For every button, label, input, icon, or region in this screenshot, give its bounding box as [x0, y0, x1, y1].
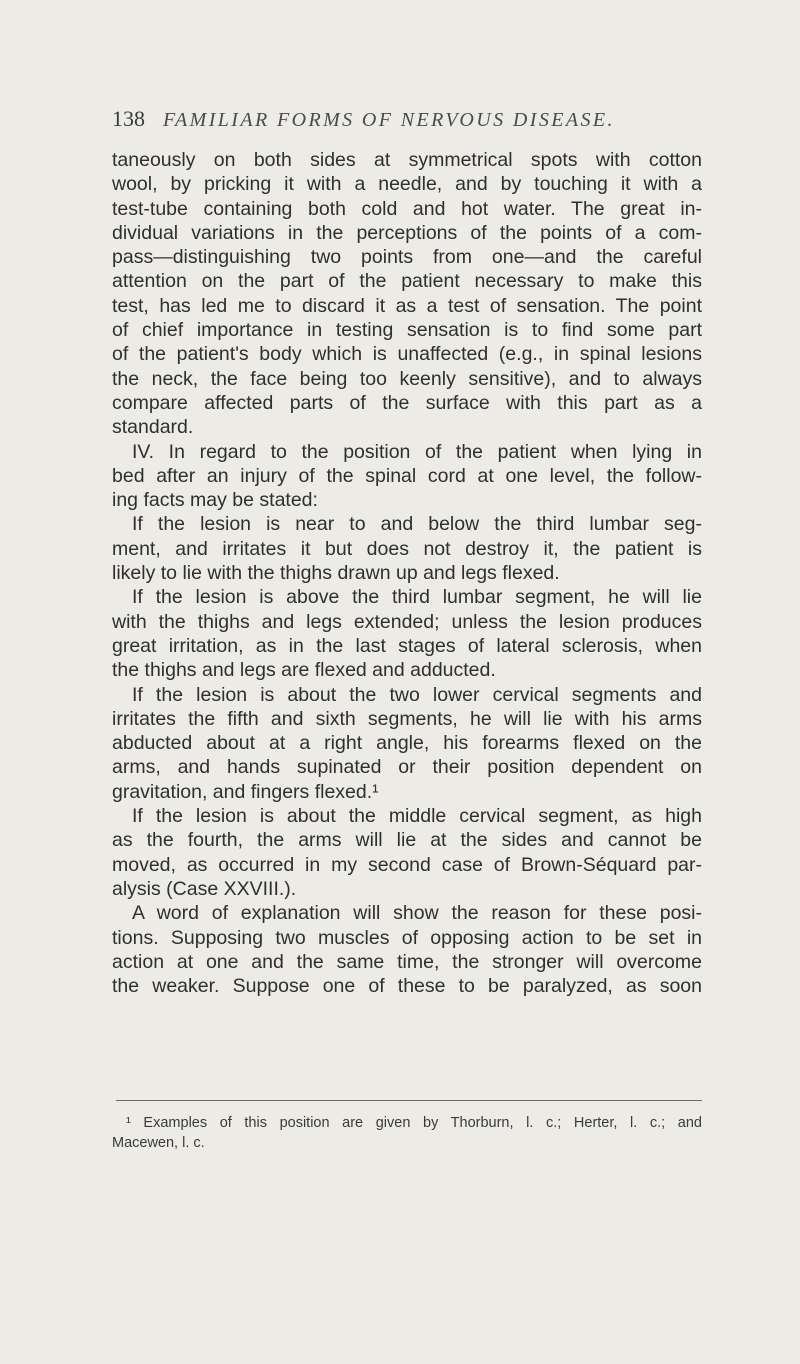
text-line: the weaker. Suppose one of these to be paralyzed, as soon	[112, 975, 702, 998]
running-head	[112, 106, 702, 138]
text-line: arms, and hands supinated or their position dependent on	[112, 756, 702, 779]
text-line: standard.	[112, 416, 194, 439]
running-title: FAMILIAR FORMS OF NERVOUS DISEASE.	[163, 109, 615, 131]
text-line: as the fourth, the arms will lie at the sides and cannot be	[112, 829, 702, 852]
text-line: bed after an injury of the spinal cord at one level, the follow-	[112, 464, 702, 487]
text-line: wool, by pricking it with a needle, and by touching it with a	[112, 173, 702, 196]
text-line: with the thighs and legs extended; unless the lesion produces	[112, 610, 702, 633]
text-line: If the lesion is above the third lumbar segment, he will lie	[132, 586, 702, 609]
text-line: If the lesion is about the middle cervical segment, as high	[132, 805, 702, 828]
text-line: dividual variations in the perceptions of the points of a com-	[112, 221, 702, 244]
text-line: test, has led me to discard it as a test of sensation. The point	[112, 294, 702, 317]
text-line: taneously on both sides at symmetrical spots with cotton	[112, 149, 702, 171]
text-line: pass—distinguishing two points from one—and the careful	[112, 246, 702, 269]
text-line: If the lesion is near to and below the third lumbar seg-	[132, 513, 702, 536]
text-line: great irritation, as in the last stages of lateral sclerosis, when	[112, 634, 702, 657]
text-line: ing facts may be stated:	[112, 489, 318, 512]
text-line: test-tube containing both cold and hot water. The great in-	[112, 197, 702, 220]
text-line: irritates the fifth and sixth segments, he will lie with his arms	[112, 707, 702, 730]
body-text	[112, 148, 702, 998]
text-line: compare affected parts of the surface with this part as a	[112, 391, 702, 414]
text-line: tions. Supposing two muscles of opposing action to be set in	[112, 926, 702, 949]
text-line: ment, and irritates it but does not destroy it, the patient is	[112, 537, 702, 560]
text-line: gravitation, and fingers flexed.¹	[112, 780, 379, 803]
text-line: attention on the part of the patient necessary to make this	[112, 270, 702, 293]
text-line: action at one and the same time, the stronger will overcome	[112, 950, 702, 973]
text-line: alysis (Case XXVIII.).	[112, 877, 297, 900]
text-line: the neck, the face being too keenly sensitive), and to always	[112, 367, 702, 390]
text-line: IV. In regard to the position of the patient when lying in	[132, 440, 702, 463]
text-line: of the patient's body which is unaffected (e.g., in spinal lesions	[112, 343, 702, 366]
footnote	[112, 1113, 702, 1153]
text-line: abducted about at a right angle, his forearms flexed on the	[112, 732, 702, 755]
text-line: moved, as occurred in my second case of Brown-Séquard par-	[112, 853, 702, 876]
text-line: A word of explanation will show the reason for these posi-	[132, 902, 702, 925]
footnote-line: Macewen, l. c.	[112, 1135, 205, 1151]
text-line: the thighs and legs are flexed and adducted.	[112, 659, 496, 682]
page-number: 138	[112, 106, 145, 131]
text-line: likely to lie with the thighs drawn up and legs flexed.	[112, 562, 560, 585]
text-line: of chief importance in testing sensation is to find some part	[112, 319, 702, 342]
text-line: If the lesion is about the two lower cervical segments and	[132, 683, 702, 706]
footnote-rule	[116, 1100, 702, 1101]
footnote-line: ¹ Examples of this position are given by Thorburn, l. c.; Herter, l. c.; and	[126, 1115, 702, 1131]
